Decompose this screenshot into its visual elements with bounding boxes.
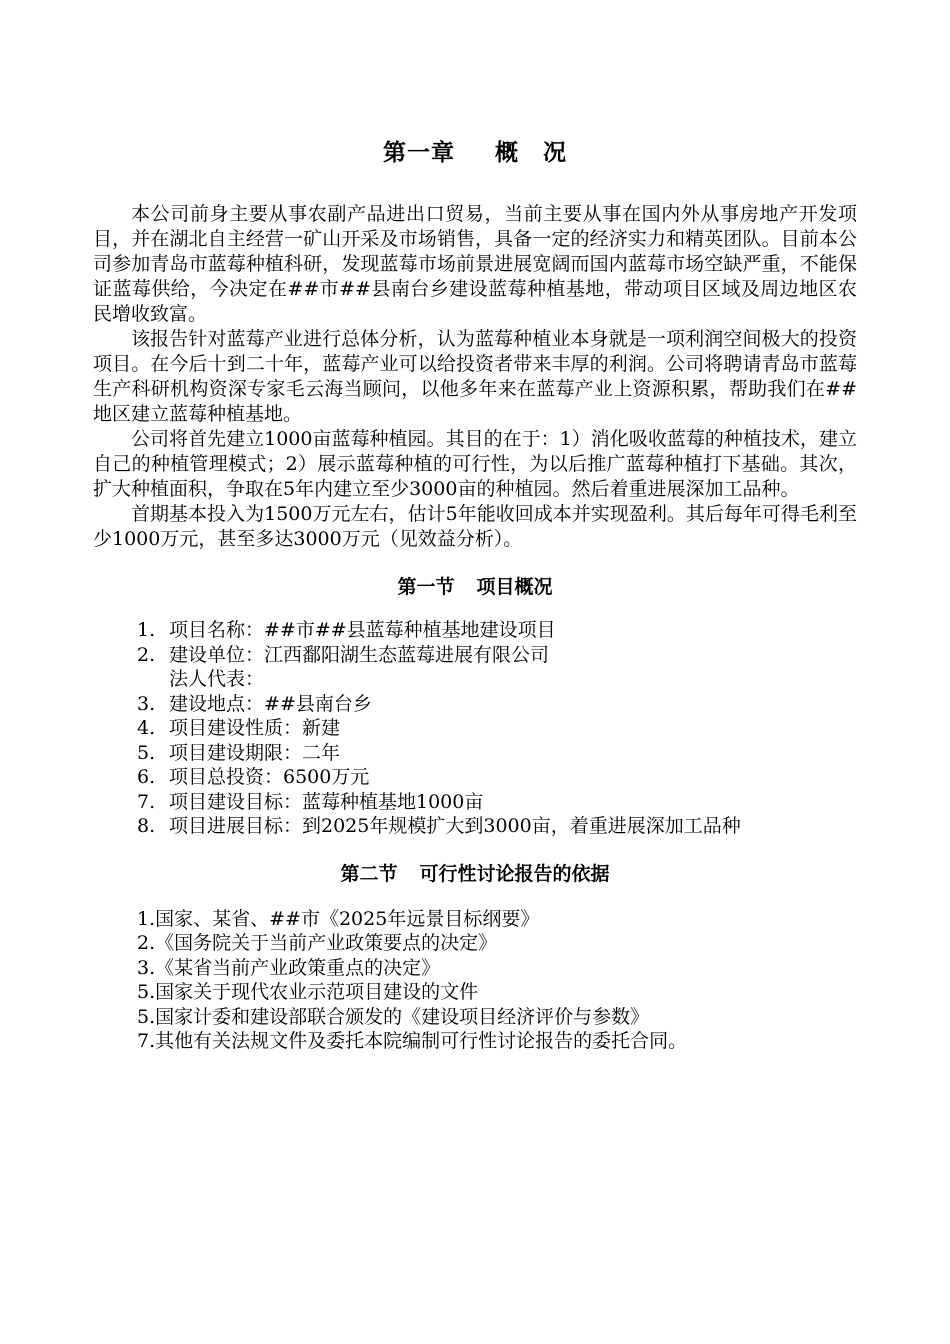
project-overview-list — [93, 618, 857, 839]
intro-paragraph: 首期基本投入为1500万元左右，估计5年能收回成本并实现盈利。其后每年可得毛利至少1000万元，甚至多达3000万元（见效益分析）。 — [93, 503, 857, 550]
list-item: 3.《某省当前产业政策重点的决定》 — [137, 956, 441, 979]
intro-paragraph: 该报告针对蓝莓产业进行总体分析，认为蓝莓种植业本身就是一项利润空间极大的投资项目。在今后十到二十年，蓝莓产业可以给投资者带来丰厚的利润。公司将聘请青岛市蓝莓生产科研机构资深专家毛云海当顾问，以他多年来在蓝莓产业上资源积累，帮助我们在##地区建立蓝莓种植基地。 — [93, 328, 857, 425]
list-item: 5.国家计委和建设部联合颁发的《建设项目经济评价与参数》 — [137, 1005, 650, 1028]
section1-title — [93, 574, 857, 600]
list-item: 2.《国务院关于当前产业政策要点的决定》 — [137, 932, 498, 954]
chapter-number: 第一章 — [383, 139, 455, 166]
list-item: 8. 项目进展目标：到2025年规模扩大到3000亩，着重进展深加工品种 — [137, 815, 741, 837]
list-item: 5.国家关于现代农业示范项目建设的文件 — [137, 981, 479, 1003]
list-item: 7.其他有关法规文件及委托本院编制可行性讨论报告的委托合同。 — [137, 1030, 688, 1052]
list-item: 法人代表： — [169, 668, 265, 690]
intro-paragraph: 本公司前身主要从事农副产品进出口贸易，当前主要从事在国内外从事房地产开发项目，并在湖北自主经营一矿山开采及市场销售，具备一定的经济实力和精英团队。目前本公司参加青岛市蓝莓种植科研，发现蓝莓市场前景进展宽阔而国内蓝莓市场空缺严重，不能保证蓝莓供给，今决定在##市##县南台乡建设蓝莓种植基地，带动项目区域及周边地区农民增收致富。 — [93, 203, 857, 325]
section2-number: 第二节 — [340, 862, 398, 885]
list-item: 5. 项目建设期限：二年 — [137, 741, 341, 764]
list-item: 2. 建设单位：江西鄱阳湖生态蓝莓进展有限公司 — [137, 643, 550, 666]
chapter-name: 概 况 — [495, 139, 567, 166]
chapter-title — [93, 136, 857, 170]
section1-number: 第一节 — [397, 576, 455, 598]
basis-list — [93, 907, 857, 1054]
list-item: 1.国家、某省、##市《2025年远景目标纲要》 — [137, 907, 540, 930]
section2-title — [93, 861, 857, 887]
list-item: 7. 项目建设目标：蓝莓种植基地1000亩 — [137, 790, 484, 813]
list-item: 4. 项目建设性质：新建 — [137, 717, 341, 739]
document-page — [93, 136, 857, 1054]
section2-name: 可行性讨论报告的依据 — [419, 862, 610, 885]
list-item: 1. 项目名称：##市##县蓝莓种植基地建设项目 — [137, 619, 556, 641]
list-item: 6. 项目总投资：6500万元 — [137, 766, 370, 788]
section1-name: 项目概况 — [476, 576, 553, 598]
list-item: 3. 建设地点：##县南台乡 — [137, 692, 372, 715]
intro-paragraph: 公司将首先建立1000亩蓝莓种植园。其目的在于：1）消化吸收蓝莓的种植技术，建立自己的种植管理模式；2）展示蓝莓种植的可行性，为以后推广蓝莓种植打下基础。其次，扩大种植面积，争取在5年内建立至少3000亩的种植园。然后着重进展深加工品种。 — [93, 428, 857, 500]
